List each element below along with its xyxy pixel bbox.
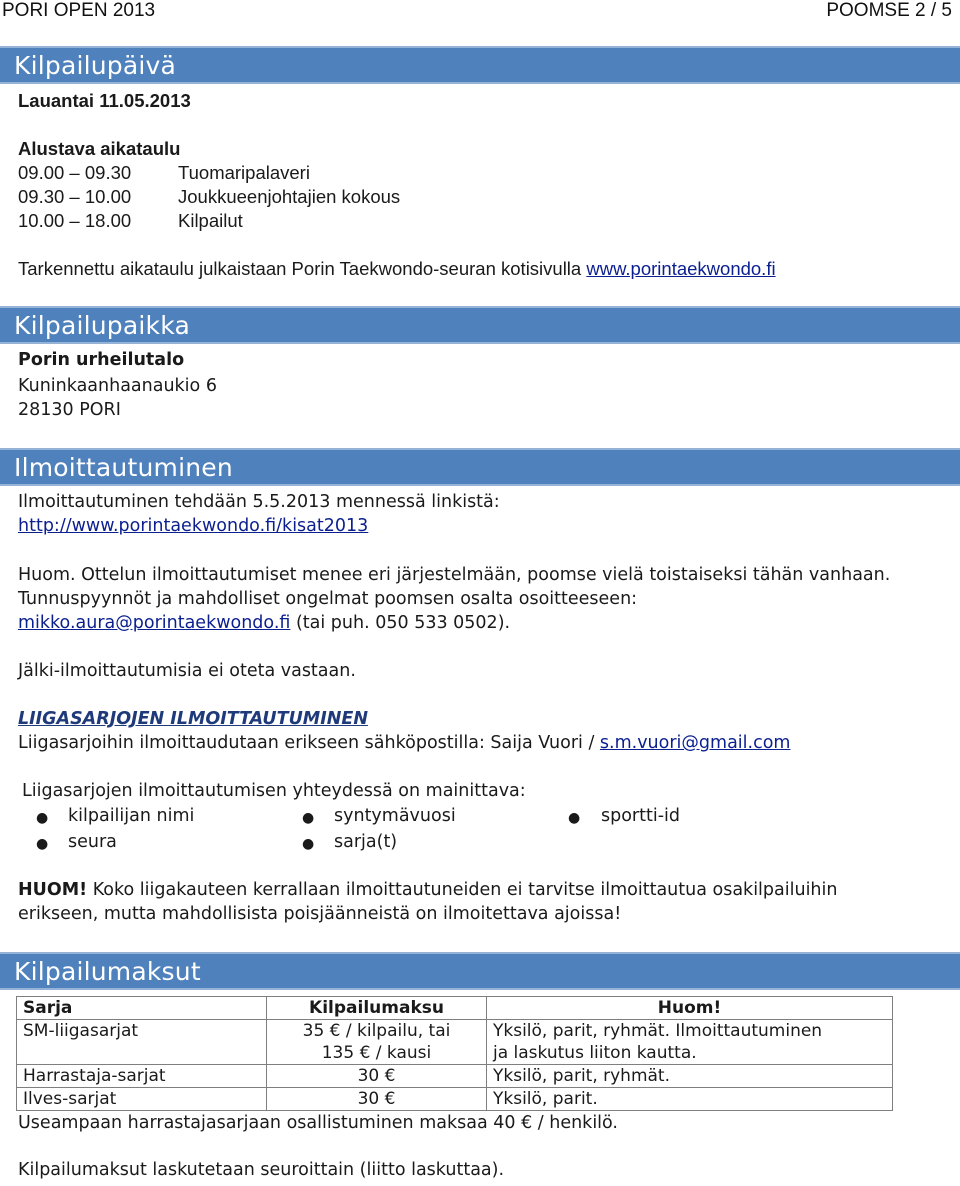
huom-label: HUOM! [18, 880, 88, 900]
cell-maksu-line: 135 € / kausi [321, 1043, 432, 1063]
bullet-icon: ● [568, 810, 581, 826]
huom-note-line1 [18, 880, 837, 900]
bullet-icon: ● [302, 836, 315, 852]
cell-huom [487, 1020, 893, 1065]
cell-maksu: 30 € [267, 1088, 487, 1111]
list-item: syntymävuosi [334, 806, 456, 826]
cell-maksu-line: 35 € / kilpailu, tai [302, 1021, 451, 1041]
fees-billing-note: Kilpailumaksut laskutetaan seuroittain (liitto laskuttaa). [18, 1160, 505, 1180]
list-item: kilpailijan nimi [68, 806, 195, 826]
fees-note: Useampaan harrastajasarjaan osallistuminen maksaa 40 € / henkilö. [18, 1113, 618, 1133]
cell-sarja: Harrastaja-sarjat [17, 1065, 267, 1088]
section-band-kilpailumaksut [0, 952, 960, 990]
liiga-text [18, 733, 790, 753]
table-row [17, 1065, 893, 1088]
list-item: seura [68, 832, 117, 852]
section-title: Ilmoittautuminen [14, 453, 233, 482]
liiga-email-link[interactable]: s.m.vuori@gmail.com [599, 733, 791, 753]
fees-table [16, 996, 893, 1111]
header-title: PORI OPEN 2013 [2, 0, 156, 21]
schedule-event: Joukkueenjohtajien kokous [178, 186, 401, 207]
venue-street: Kuninkaanhaanaukio 6 [18, 376, 217, 396]
list-item: sarja(t) [334, 832, 398, 852]
cell-huom-line: ja laskutus liiton kautta. [493, 1043, 697, 1063]
contact-email-link[interactable]: mikko.aura@porintaekwondo.fi [18, 613, 291, 633]
liiga-text-body: Liigasarjoihin ilmoittaudutaan erikseen sähköpostilla: Saija Vuori / [18, 733, 600, 753]
section-band-kilpailupaiva [0, 46, 960, 84]
schedule-event: Tuomaripalaveri [178, 162, 310, 183]
cell-sarja: SM-liigasarjat [17, 1020, 267, 1065]
schedule-time: 09.30 – 10.00 [18, 186, 132, 207]
list-item: sportti-id [601, 806, 680, 826]
club-website-link[interactable]: www.porintaekwondo.fi [586, 258, 776, 279]
late-registration-note: Jälki-ilmoittautumisia ei oteta vastaan. [18, 661, 356, 681]
table-row [17, 1020, 893, 1065]
bullet-icon: ● [36, 810, 49, 826]
registration-contact [18, 613, 510, 633]
bullet-icon: ● [302, 810, 315, 826]
section-title: Kilpailupaikka [14, 311, 190, 340]
column-header: Kilpailumaksu [267, 997, 487, 1020]
page-number: POOMSE 2 / 5 [826, 0, 952, 21]
table-header-row [17, 997, 893, 1020]
contact-phone: (tai puh. 050 533 0502). [290, 613, 511, 633]
schedule-note-text: Tarkennettu aikataulu julkaistaan Porin Taekwondo-seuran kotisivulla [18, 258, 587, 279]
column-header: Huom! [487, 997, 893, 1020]
cell-huom: Yksilö, parit. [487, 1088, 893, 1111]
competition-date: Lauantai 11.05.2013 [18, 90, 191, 111]
registration-link[interactable]: http://www.porintaekwondo.fi/kisat2013 [18, 516, 369, 536]
section-band-ilmoittautuminen [0, 448, 960, 486]
huom-text: Koko liigakauteen kerrallaan ilmoittautuneiden ei tarvitse ilmoittautua osakilpailuihin [87, 880, 838, 900]
mention-title: Liigasarjojen ilmoittautumisen yhteydessä on mainittava: [22, 781, 526, 801]
bullet-icon: ● [36, 836, 49, 852]
table-row [17, 1088, 893, 1111]
schedule-event: Kilpailut [178, 210, 243, 231]
schedule-note [18, 258, 776, 280]
huom-note-line2: erikseen, mutta mahdollisista poisjäänneistä on ilmoitettava ajoissa! [18, 904, 622, 924]
cell-huom-line: Yksilö, parit, ryhmät. Ilmoittautuminen [493, 1021, 823, 1041]
column-header: Sarja [17, 997, 267, 1020]
venue-name: Porin urheilutalo [18, 350, 185, 370]
registration-inquiry: Tunnuspyynnöt ja mahdolliset ongelmat poomsen osalta osoitteeseen: [18, 589, 638, 609]
venue-city: 28130 PORI [18, 400, 121, 420]
section-title: Kilpailumaksut [14, 957, 201, 986]
registration-intro: Ilmoittautuminen tehdään 5.5.2013 mennessä linkistä: [18, 492, 500, 512]
section-band-kilpailupaikka [0, 306, 960, 344]
liiga-title: LIIGASARJOJEN ILMOITTAUTUMINEN [18, 709, 368, 729]
schedule-time: 09.00 – 09.30 [18, 162, 132, 183]
cell-sarja: Ilves-sarjat [17, 1088, 267, 1111]
cell-maksu: 30 € [267, 1065, 487, 1088]
section-title: Kilpailupäivä [14, 51, 177, 80]
schedule-time: 10.00 – 18.00 [18, 210, 132, 231]
cell-huom: Yksilö, parit, ryhmät. [487, 1065, 893, 1088]
cell-maksu [267, 1020, 487, 1065]
registration-huom: Huom. Ottelun ilmoittautumiset menee eri järjestelmään, poomse vielä toistaiseksi tähän vanhaan. [18, 565, 891, 585]
schedule-title: Alustava aikataulu [18, 138, 181, 159]
